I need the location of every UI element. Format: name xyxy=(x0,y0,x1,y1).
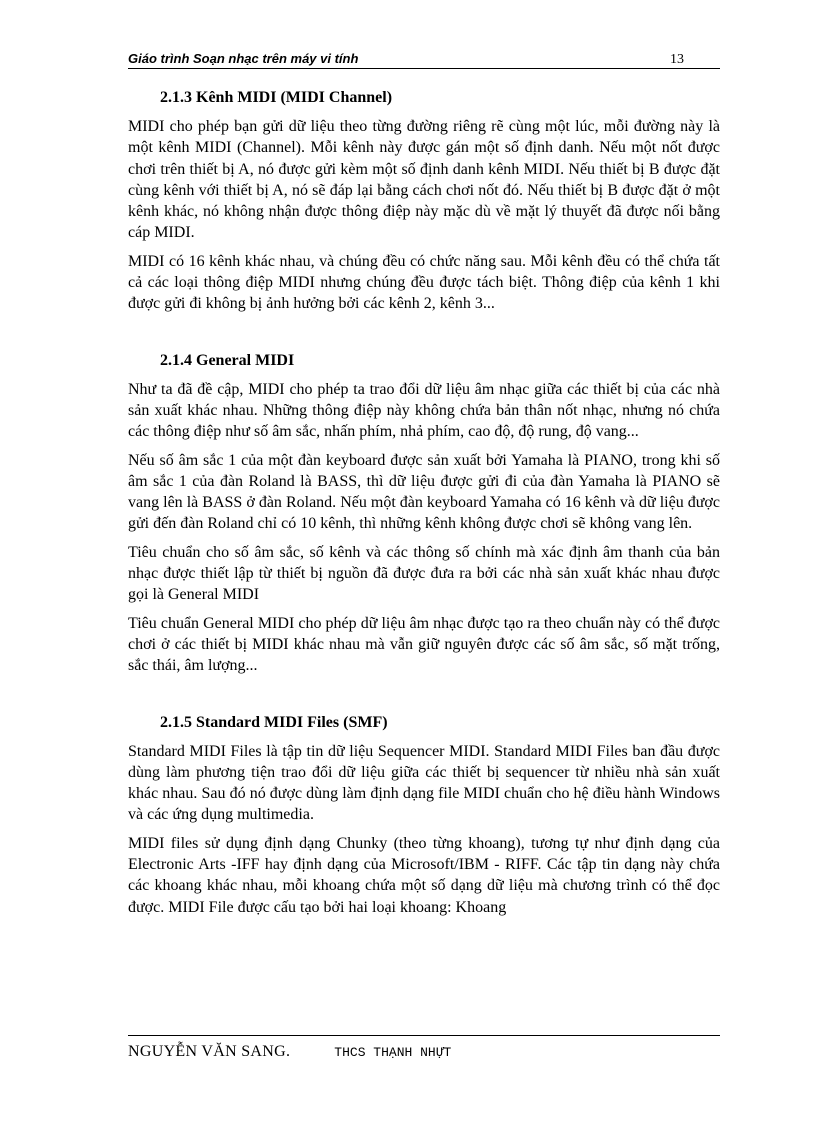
paragraph: MIDI cho phép bạn gửi dữ liệu theo từng đường riêng rẽ cùng một lúc, mỗi đường này là một kênh MIDI (Channel). Mỗi kênh này được gán một số định danh. Nếu một nốt được chơi trên thiết bị A, nó được gửi kèm một số định danh kênh MIDI. Nếu thiết bị B được đặt cùng kênh với thiết bị A, nó sẽ đáp lại bằng cách chơi nốt đó. Nếu thiết bị B được đặt ở một kênh khác, nó không nhận được thông điệp này mặc dù về mặt lý thuyết đã được nối bằng cáp MIDI. xyxy=(128,118,720,242)
header-title: Giáo trình Soạn nhạc trên máy vi tính xyxy=(128,51,359,66)
paragraph: Tiêu chuẩn cho số âm sắc, số kênh và các thông số chính mà xác định âm thanh của bản nhạc được thiết lập từ thiết bị nguồn đã được đưa ra bởi các nhà sản xuất khác nhau được gọi là General MIDI xyxy=(128,543,720,604)
footer-author: NGUYỄN VĂN SANG. xyxy=(128,1043,291,1060)
paragraph: Như ta đã đề cập, MIDI cho phép ta trao đổi dữ liệu âm nhạc giữa các thiết bị của các nhà sản xuất khác nhau. Những thông điệp này không chứa bản thân nốt nhạc, nhưng nó chứa các thông điệp như số âm sắc, nhấn phím, nhả phím, cao độ, độ rung, độ vang... xyxy=(128,380,720,441)
paragraph: MIDI có 16 kênh khác nhau, và chúng đều có chức năng sau. Mỗi kênh đều có thể chứa tất cả các loại thông điệp MIDI nhưng chúng đều được tách biệt. Thông điệp của kênh 1 khi được gửi đi không bị ảnh hưởng bởi các kênh 2, kênh 3... xyxy=(128,252,720,313)
page-number: 13 xyxy=(670,52,684,67)
paragraph: MIDI files sử dụng định dạng Chunky (theo từng khoang), tương tự như định dạng của Electronic Arts -IFF hay định dạng của Microsoft/IBM - RIFF. Các tập tin dạng này chứa các khoang khác nhau, mỗi khoang chứa một số dạng dữ liệu mà chương trình có thể đọc được. MIDI File được cấu tạo bởi hai loại khoang: Khoang xyxy=(128,834,720,916)
section-heading-midi-channel: 2.1.3 Kênh MIDI (MIDI Channel) xyxy=(160,89,393,106)
page-content xyxy=(128,88,720,925)
section-heading-general-midi: 2.1.4 General MIDI xyxy=(160,351,295,369)
section-heading-standard-midi-files: 2.1.5 Standard MIDI Files (SMF) xyxy=(160,713,388,731)
paragraph: Standard MIDI Files là tập tin dữ liệu Sequencer MIDI. Standard MIDI Files ban đầu được dùng làm phương tiện trao đổi dữ liệu giữa các thiết bị sequencer từ nhiều nhà sản xuất khác nhau. Sau đó nó được dùng làm định dạng file MIDI chuẩn cho hệ điều hành Windows và các ứng dụng multimedia. xyxy=(128,742,720,824)
page-footer xyxy=(128,1035,720,1063)
page-header xyxy=(128,50,720,69)
footer-school: THCS THẠNH NHỰT xyxy=(334,1045,452,1060)
paragraph: Nếu số âm sắc 1 của một đàn keyboard được sản xuất bởi Yamaha là PIANO, trong khi số âm sắc 1 của đàn Roland là BASS, thì dữ liệu được gửi đi của đàn Yamaha là PIANO sẽ vang lên là BASS ở đàn Roland. Nếu một đàn keyboard Yamaha có 16 kênh và dữ liệu được gửi đến đàn Roland chỉ có 10 kênh, thì những kênh không được chơi sẽ không vang lên. xyxy=(128,451,720,533)
paragraph: Tiêu chuẩn General MIDI cho phép dữ liệu âm nhạc được tạo ra theo chuẩn này có thể được chơi ở các thiết bị MIDI khác nhau mà vẫn giữ nguyên được các số âm sắc, số mặt trống, sắc thái, âm lượng... xyxy=(128,614,720,675)
